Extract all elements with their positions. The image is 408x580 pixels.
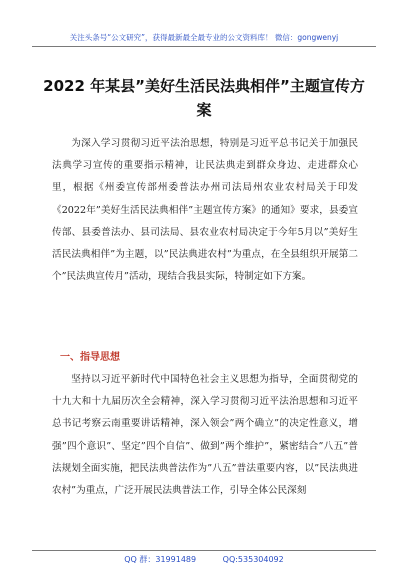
section-heading-guiding-ideology: 一、指导思想 (60, 352, 120, 363)
section-paragraph: 坚持以习近平新时代中国特色社会主义思想为指导，全面贯彻党的十九大和十九届历次全会精神，深入学习贯彻习近平法治思想和习近平总书记考察云南重要讲话精神，深入领会”两个确立”的决定性意义，增强”四个意识”、坚定”四个自信”、做到”两个维护”，紧密结合”八五”普法规划全面实施，把民法典普法作为”八五”普法重要内容，以”民法典进农村”为重点，广泛开展民法典普法工作，引导全体公民深刻 (52, 374, 358, 497)
footer-qq-group: QQ 群：31991489 (124, 555, 197, 564)
intro-paragraph: 为深入学习贯彻习近平法治思想，特别是习近平总书记关于加强民法典学习宣传的重要指示精神，让民法典走到群众身边、走进群众心里，根据《州委宣传部州委普法办州司法局州农业农村局关于印发《2022年”美好生活民法典相伴”主题宣传方案》的通知》要求，县委宣传部、县委普法办、县司法局、县农业农村局决定于今年5月以”美好生活民法典相伴”为主题，以”民法典进农村”为重点，在全县组织开展第二个”民法典宣传月”活动，现结合我县实际，特制定如下方案。 (52, 138, 358, 283)
footer (32, 550, 376, 565)
footer-qq-contact: QQ:535304092 (222, 555, 284, 564)
header-banner: 关注头条号“公文研究”，获得最新最全最专业的公文资料库！ 微信：gongwenyj (32, 32, 376, 47)
document-title: 2022 年某县”美好生活民法典相伴”主题宣传方案 (43, 77, 365, 119)
